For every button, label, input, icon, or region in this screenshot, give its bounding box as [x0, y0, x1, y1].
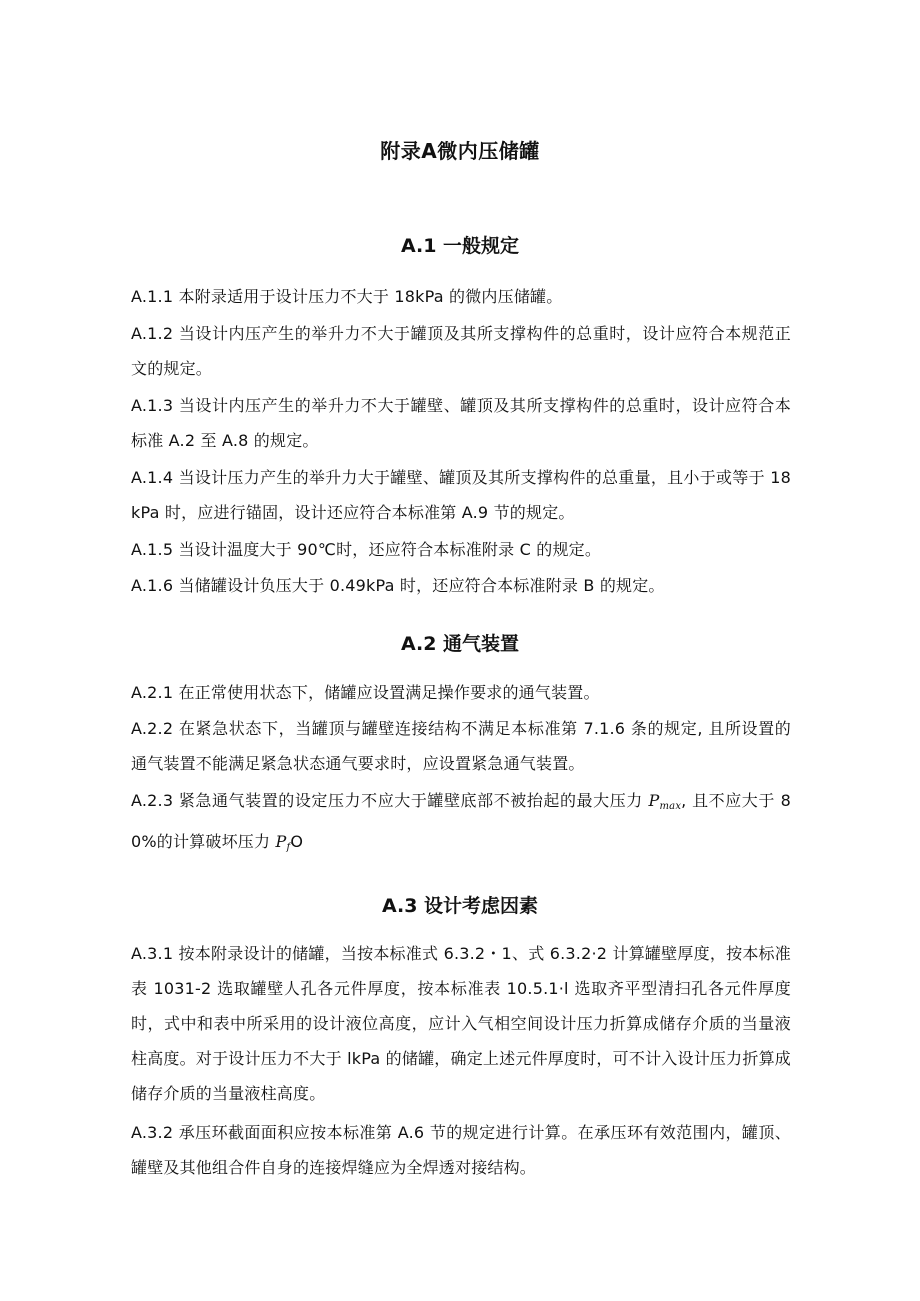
- paragraph-a2-3-text-2: , 且不应大于 80%的计算破坏压力: [131, 791, 791, 851]
- paragraph-a2-3-text-1: A.2.3 紧急通气装置的设定压力不应大于罐壁底部不被抬起的最大压力: [131, 791, 649, 810]
- section-heading-a3: A.3 设计考虑因素: [381, 895, 539, 917]
- paragraph-a1-5: A.1.5 当设计温度大于 90℃时，还应符合本标准附录 C 的规定。: [131, 540, 602, 559]
- paragraph-a1-1: A.1.1 本附录适用于设计压力不大于 18kPa 的微内压储罐。: [131, 287, 563, 306]
- paragraph-a1-3: A.1.3 当设计内压产生的举升力不大于罐壁、罐顶及其所支撑构件的总重时，设计应符合本标准 A.2 至 A.8 的规定。: [131, 396, 791, 450]
- pmax-subscript: max: [659, 801, 682, 812]
- paragraph-a1-4: A.1.4 当设计压力产生的举升力大于罐壁、罐顶及其所支撑构件的总重量，且小于或等于 18kPa 时，应进行锚固，设计还应符合本标准第 A.9 节的规定。: [131, 468, 791, 522]
- paragraph-a3-1: A.3.1 按本附录设计的储罐，当按本标准式 6.3.2・1、式 6.3.2·2 计算罐壁厚度，按本标准表 1031-2 选取罐壁人孔各元件厚度，按本标准表 10.5.1·l 选取齐平型清扫孔各元件厚度时，式中和表中所采用的设计液位高度，应计入气相空间设计压力折算成储存介质的当量液柱高度。对于设计压力不大于 lkPa 的储罐，确定上述元件厚度时，可不计入设计压力折算成储存介质的当量液柱高度。: [131, 944, 791, 1103]
- section-heading-a1: A.1 一般规定: [400, 235, 520, 257]
- paragraph-a1-2: A.1.2 当设计内压产生的举升力不大于罐顶及其所支撑构件的总重时，设计应符合本规范正文的规定。: [131, 324, 791, 378]
- document-title: 附录A微内压储罐: [380, 139, 540, 163]
- paragraph-a2-3-text-3: O: [290, 832, 304, 851]
- section-heading-a2: A.2 通气装置: [400, 633, 520, 655]
- pf-symbol: P: [275, 832, 287, 851]
- pf-subscript: f: [286, 842, 291, 853]
- paragraph-a1-6: A.1.6 当储罐设计负压大于 0.49kPa 时，还应符合本标准附录 B 的规定。: [131, 576, 665, 595]
- pmax-symbol: P: [648, 791, 660, 810]
- paragraph-a2-2: A.2.2 在紧急状态下，当罐顶与罐壁连接结构不满足本标准第 7.1.6 条的规定, 且所设置的通气装置不能满足紧急状态通气要求时，应设置紧急通气装置。: [131, 719, 791, 773]
- paragraph-a3-2: A.3.2 承压环截面面积应按本标准第 A.6 节的规定进行计算。在承压环有效范围内，罐顶、罐壁及其他组合件自身的连接焊缝应为全焊透对接结构。: [131, 1123, 791, 1177]
- paragraph-a2-1: A.2.1 在正常使用状态下，储罐应设置满足操作要求的通气装置。: [131, 683, 600, 702]
- paragraph-a2-3: [131, 783, 791, 865]
